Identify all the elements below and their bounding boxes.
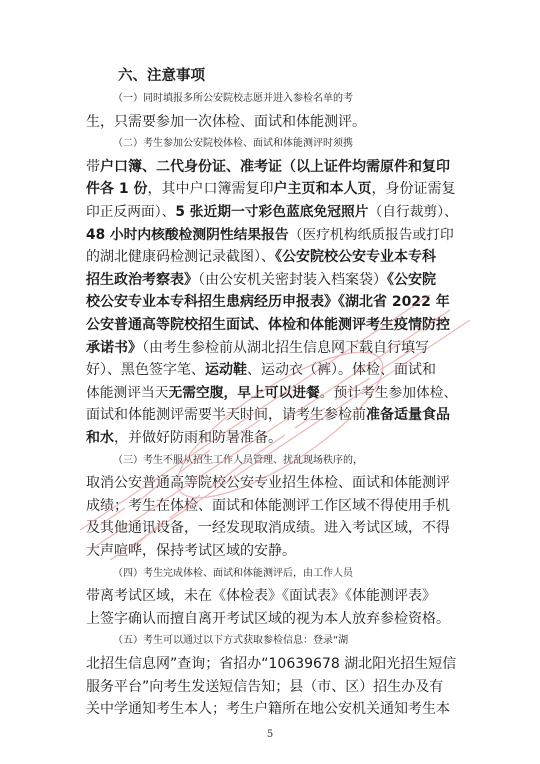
text-run: 北招生信息网”查询；省招办“10639678 湖北阳光招生短信: [86, 656, 457, 672]
bold-text: 《公安院: [387, 271, 436, 288]
text-line: [113, 630, 485, 652]
text-line: [86, 291, 458, 313]
text-line: [86, 676, 458, 698]
text-line: [86, 269, 458, 291]
text-line: [86, 359, 458, 381]
text-line: [86, 201, 458, 223]
text-run: 的湖北健康码检测记录截图）、: [86, 249, 275, 266]
text-line: [86, 404, 458, 426]
page-number: 5: [266, 729, 274, 740]
text-line: [113, 133, 485, 155]
text-line: [86, 427, 458, 449]
text-run: 及其他通讯设备，一经发现取消成绩。进入考试区域，不得: [86, 520, 450, 537]
text-line: [113, 563, 485, 585]
bold-text: 户主页和本人页: [273, 181, 372, 198]
text-line: [86, 246, 458, 268]
text-run: 带: [86, 158, 100, 175]
text-run: （二）考生参加公安院校体检、面试和体能测评时须携: [113, 138, 353, 150]
bold-text: 和水: [86, 430, 114, 446]
text-run: （自行裁剪）、: [368, 204, 458, 220]
text-line: [86, 517, 458, 539]
text-run: 体能测评当天: [86, 384, 169, 401]
bold-text: 无需空腹，早上可以进餐: [168, 384, 320, 401]
text-line: [86, 111, 458, 133]
bold-text: 运动鞋: [205, 362, 247, 379]
bold-text: 5 张近期一寸彩色蓝底免冠照片: [175, 204, 369, 220]
bold-text: 件各 1 份: [86, 181, 148, 198]
text-run: 印正反两面）、: [86, 204, 176, 220]
text-run: 关中学通知考生本人；考生户籍所在地公安机关通知考生本: [86, 701, 450, 718]
text-run: 好）、黑色签字笔、: [86, 362, 205, 379]
bold-text: 公安普通高等院校招生面试、体检和体能测评考生疫情防控: [86, 317, 450, 333]
text-run: 取消公安普通高等院校公安专业招生体检、面试和体能测评: [86, 475, 450, 492]
text-run: ，身份证需复: [371, 181, 456, 198]
text-run: 生，只需要参加一次体检、面试和体能测评。: [86, 113, 366, 130]
text-run: 成绩；考生在体检、面试和体能测评工作区域不得使用手机: [86, 497, 450, 514]
text-run: 、运动衣（裤）。体检、面试和: [247, 362, 436, 379]
section-heading: 六、注意事项: [118, 68, 205, 84]
bold-text: 48 小时内核酸检测阴性结果报告: [86, 226, 289, 243]
bold-text: 户口簿、二代身份证、准考证（以上证件均需原件和复印: [100, 158, 450, 175]
text-line: [86, 495, 458, 517]
text-run: （由公安机关密封装入档案袋）: [198, 271, 387, 288]
text-run: 带离考试区域，未在《体检表》《面试表》《体能测评表》: [86, 588, 436, 605]
text-line: [86, 382, 458, 404]
text-line: [113, 88, 485, 110]
text-line: [86, 314, 458, 336]
text-line: [86, 472, 458, 494]
bold-text: 《公安院校公安专业本专科: [275, 249, 436, 266]
text-line: [86, 608, 458, 630]
text-line: [86, 337, 458, 359]
bold-text: 承诺书》: [86, 339, 142, 356]
bold-text: 校公安专业本专科招生患病经历申报表》《湖北省 2022 年: [86, 294, 450, 311]
text-run: 大声喧哗，保持考试区域的安静。: [86, 543, 296, 559]
text-run: （五）考生可以通过以下方式获取参检信息：登录“湖: [113, 635, 349, 647]
text-line: [86, 698, 458, 720]
text-run: （医疗机构纸质报告或打印: [288, 226, 454, 243]
bold-text: 招生政治考察表》: [86, 271, 198, 288]
text-run: （四）考生完成体检、面试和体能测评后，由工作人员: [113, 567, 353, 579]
text-line: [86, 540, 458, 562]
text-line: [86, 224, 458, 246]
text-run: 上签字确认而擅自离开考试区域的视为本人放弃参检资格。: [86, 610, 450, 627]
text-line: [86, 585, 458, 607]
text-line: [86, 178, 458, 200]
text-run: （三）考生不服从招生工作人员管理、扰乱现场秩序的，: [113, 454, 363, 466]
text-run: ，其中户口簿需复印: [147, 181, 274, 198]
text-run: （一）同时填报多所公安院校志愿并进入参检名单的考: [113, 93, 353, 104]
text-run: 面试和体能测评需要半天时间，请考生参检前: [86, 407, 366, 424]
text-run: （由考生参检前从湖北招生信息网下载自行填写: [142, 339, 429, 356]
text-run: ，并做好防雨和防暑准备。: [114, 430, 282, 446]
text-line: [86, 156, 458, 178]
text-line: [86, 653, 458, 675]
text-run: 。预计考生参加体检、: [319, 384, 458, 401]
text-line: [113, 450, 485, 472]
text-run: 服务平台”向考生发送短信告知；县（市、区）招生办及有: [86, 678, 444, 695]
bold-text: 准备适量食品: [366, 407, 450, 424]
